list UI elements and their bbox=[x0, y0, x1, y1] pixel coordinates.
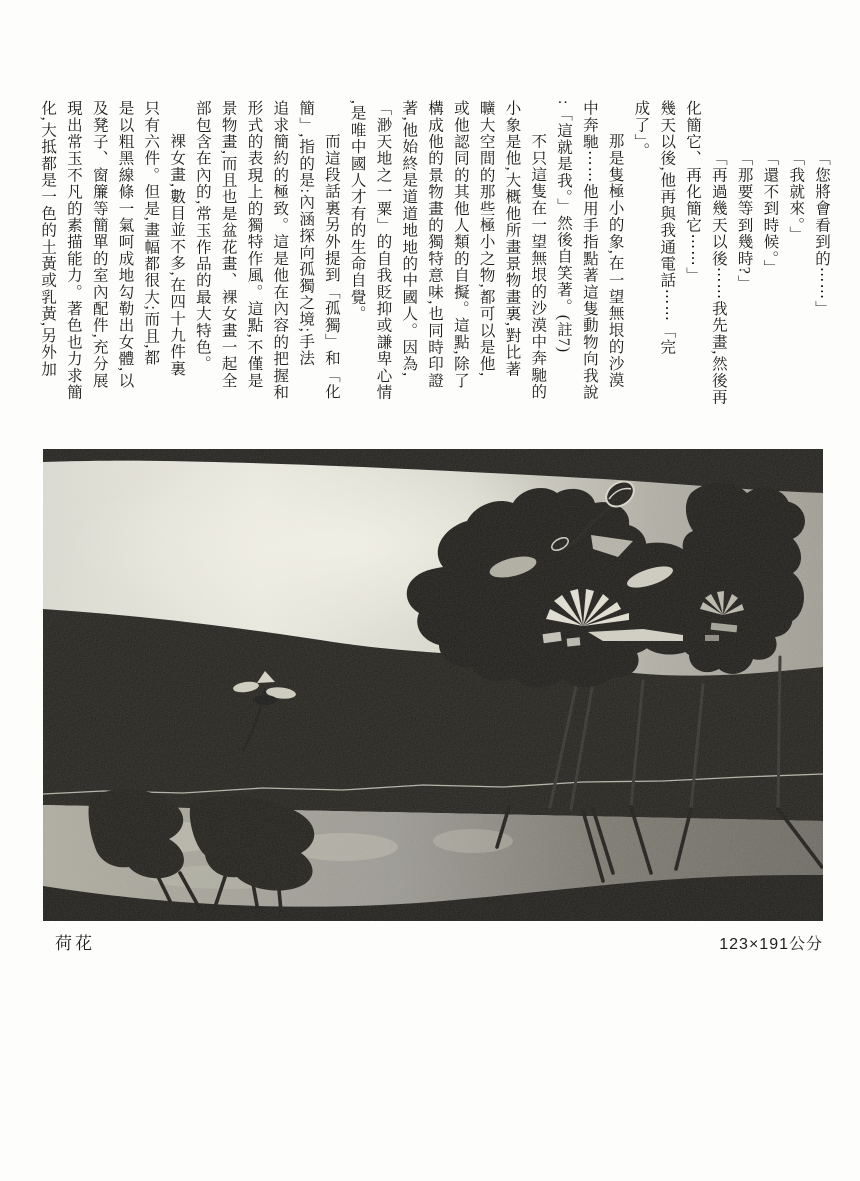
text-column: 及凳子、窗簾等簡單的室內配件,充分展 bbox=[90, 100, 108, 389]
text-column: 只有六件。但是,畫幅都很大;而且,都 bbox=[142, 100, 160, 367]
text-column: 成了」。 bbox=[632, 100, 650, 160]
figure-caption bbox=[43, 929, 823, 954]
text-column: 部包含在內的,常玉作品的最大特色。 bbox=[193, 100, 211, 373]
text-column: 化,大抵都是一色的土黃或乳黃,另外加 bbox=[39, 100, 57, 378]
text-column: 著,他始終是道道地地的中國人。因為, bbox=[400, 100, 418, 378]
text-column: 中奔馳⋯⋯他用手指點著這隻動物向我說 bbox=[580, 100, 598, 401]
caption-title: 荷花 bbox=[55, 934, 95, 953]
lotus-painting-image bbox=[43, 449, 823, 921]
text-column: 那是隻極小的象,在一望無垠的沙漠 bbox=[606, 133, 624, 389]
text-column: 「還不到時候。」 bbox=[761, 149, 779, 276]
text-column: 是以粗黑線條一氣呵成地勾勒出女體,以 bbox=[116, 100, 134, 389]
text-column: 化簡它、再化簡它⋯⋯」 bbox=[684, 100, 702, 284]
text-column: 不只這隻在一望無垠的沙漠中奔馳的 bbox=[529, 133, 547, 401]
caption-dimensions: 123×191公分 bbox=[719, 936, 823, 953]
article-text-block bbox=[34, 100, 834, 422]
text-column: 「渺天地之一粟」的自我貶抑或謙卑心情 bbox=[374, 100, 392, 401]
text-column: 小象是他,大概他所畫景物畫裏,對比著 bbox=[503, 100, 521, 378]
text-column: 簡」,指的是:內涵探向孤獨之境;手法 bbox=[297, 100, 315, 367]
text-column: 追求簡約的極致。這是他在內容的把握和 bbox=[271, 100, 289, 401]
text-column: :「這就是我。」然後自笑著。(註7) bbox=[555, 100, 573, 354]
text-column: ,是唯中國人才有的生命自覺。 bbox=[348, 100, 366, 323]
text-column: 「您將會看到的⋯⋯」 bbox=[813, 149, 830, 317]
text-column: 曠大空間的那些極小之物,都可以是他, bbox=[477, 100, 495, 378]
text-column: 景物畫,而且也是盆花畫、裸女畫一起全 bbox=[219, 100, 237, 389]
text-column: 現出常玉不凡的素描能力。著色也力求簡 bbox=[64, 100, 82, 401]
lotus-painting-svg bbox=[43, 449, 823, 921]
text-column: 而這段話裏另外提到「孤獨」和「化 bbox=[322, 133, 340, 401]
text-column: 「再過幾天以後⋯⋯我先畫,然後再 bbox=[709, 149, 727, 406]
text-column: 「那要等到幾時?」 bbox=[735, 149, 753, 292]
text-column: 或他認同的其他人類的自擬。這點,除了 bbox=[451, 100, 469, 389]
text-column: 「我就來。」 bbox=[787, 149, 805, 243]
text-column: 構成他的景物畫的獨特意味,也同時印證 bbox=[426, 100, 444, 389]
text-column: 幾天以後,他再與我通電話⋯⋯「完 bbox=[658, 100, 676, 356]
text-column: 形式的表現上的獨特作風。這點,不僅是 bbox=[245, 100, 263, 389]
painting-grain-overlay bbox=[43, 449, 823, 921]
text-column: 裸女畫,數目並不多,在四十九件裏 bbox=[168, 133, 186, 378]
